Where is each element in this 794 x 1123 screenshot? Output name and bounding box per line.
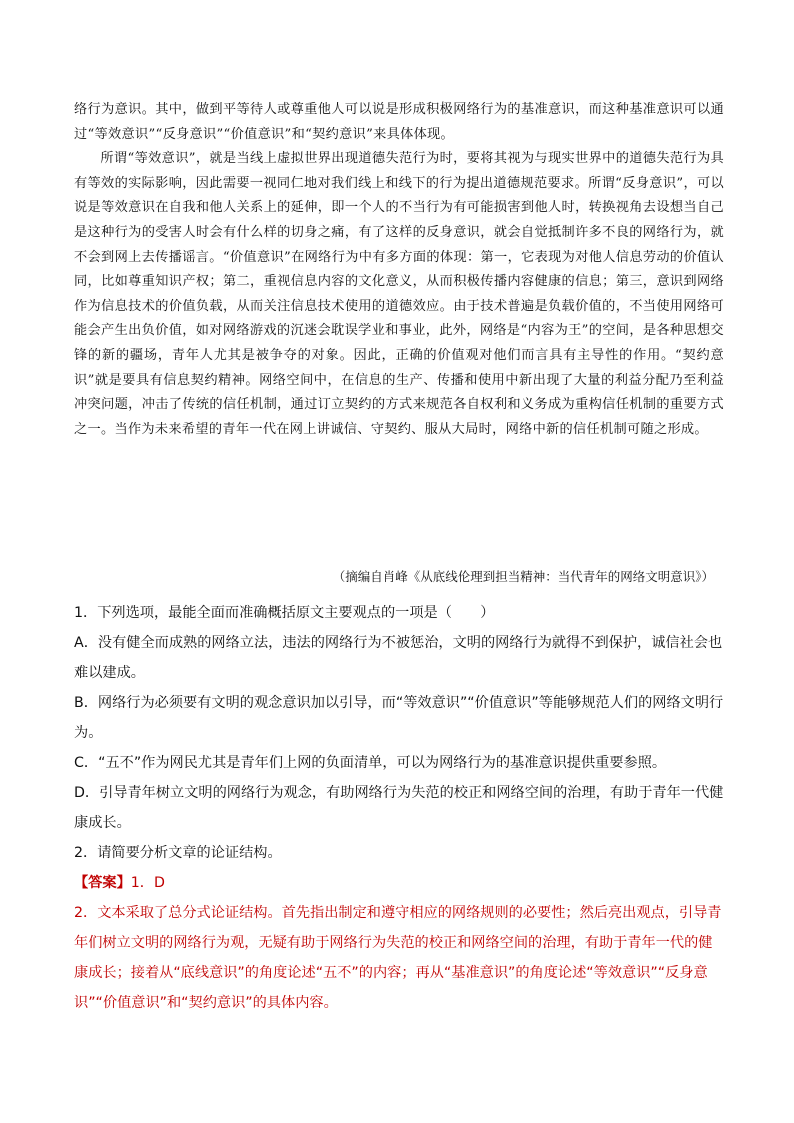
option-a: A．没有健全而成熟的网络立法，违法的网络行为不被惩治，文明的网络行为就得不到保护，诚信社会也难以建成。 xyxy=(74,635,723,681)
question-1: 1．下列选项，最能全面而准确概括原文主要观点的一项是（ ） xyxy=(74,605,495,621)
passage-paragraph-1: 络行为意识。其中，做到平等待人或尊重他人可以说是形成积极网络行为的基准意识，而这种基准意识可以通过“等效意识”“反身意识”“价值意识”和“契约意识”来具体体现。 xyxy=(74,102,724,142)
answer-tag: 【答案】 xyxy=(74,875,131,891)
answer-1: 1．D xyxy=(130,875,165,891)
option-d: D．引导青年树立文明的网络行为观念，有助网络行为失范的校正和网络空间的治理，有助于青年一代健康成长。 xyxy=(74,785,724,831)
reading-passage xyxy=(74,98,724,442)
question-2: 2．请简要分析文章的论证结构。 xyxy=(74,845,282,861)
passage-source: （摘编自肖峰《从底线伦理到担当精神：当代青年的网络文明意识》） xyxy=(332,569,714,584)
passage-paragraph-2: 所谓“等效意识”，就是当线上虚拟世界出现道德失范行为时，要将其视为与现实世界中的道德失范行为具有等效的实际影响，因此需要一视同仁地对我们线上和线下的行为提出道德规范要求。所谓“反身意识”，可以说是等效意识在自我和他人关系上的延伸，即一个人的不当行为有可能损害到他人时，转换视角去设想当自己是这种行为的受害人时会有什么样的切身之痛，有了这样的反身意识，就会自觉抵制许多不良的网络行为，就不会到网上去传播谣言。“价值意识”在网络行为中有多方面的体现：第一，它表现为对他人信息劳动的价值认同，比如尊重知识产权；第二，重视信息内容的文化意义，从而积极传播内容健康的信息；第三，意识到网络作为信息技术的价值负载，从而关注信息技术使用的道德效应。由于技术普遍是负载价值的，不当使用网络可能会产生出负价值，如对网络游戏的沉迷会耽误学业和事业，此外，网络是“内容为王”的空间，是各种思想交锋的新的疆场，青年人尤其是被争夺的对象。因此，正确的价值观对他们而言具有主导性的作用。“契约意识”就是要具有信息契约精神。网络空间中，在信息的生产、传播和使用中新出现了大量的利益分配乃至利益冲突问题，冲击了传统的信任机制，通过订立契约的方式来规范各自权利和义务成为重构信任机制的重要方式之一。当作为未来希望的青年一代在网上讲诚信、守契约、服从大局时，网络中新的信任机制可随之形成。 xyxy=(74,151,724,437)
answer-2: 2．文本采取了总分式论证结构。首先指出制定和遵守相应的网络规则的必要性；然后亮出观点，引导青年们树立文明的网络行为观，无疑有助于网络行为失范的校正和网络空间的治理，有助于青年一代的健康成长；接着从“底线意识”的角度论述“五不”的内容；再从“基准意识”的角度论述“等效意识”“反身意识”“价值意识”和“契约意识”的具体内容。 xyxy=(74,905,722,1011)
answer-line-1 xyxy=(74,868,726,898)
question-section xyxy=(74,598,726,1018)
option-b: B．网络行为必须要有文明的观念意识加以引导，而“等效意识”“价值意识”等能够规范人们的网络文明行为。 xyxy=(74,695,724,741)
option-c: C．“五不”作为网民尤其是青年们上网的负面清单，可以为网络行为的基准意识提供重要参照。 xyxy=(74,755,667,771)
